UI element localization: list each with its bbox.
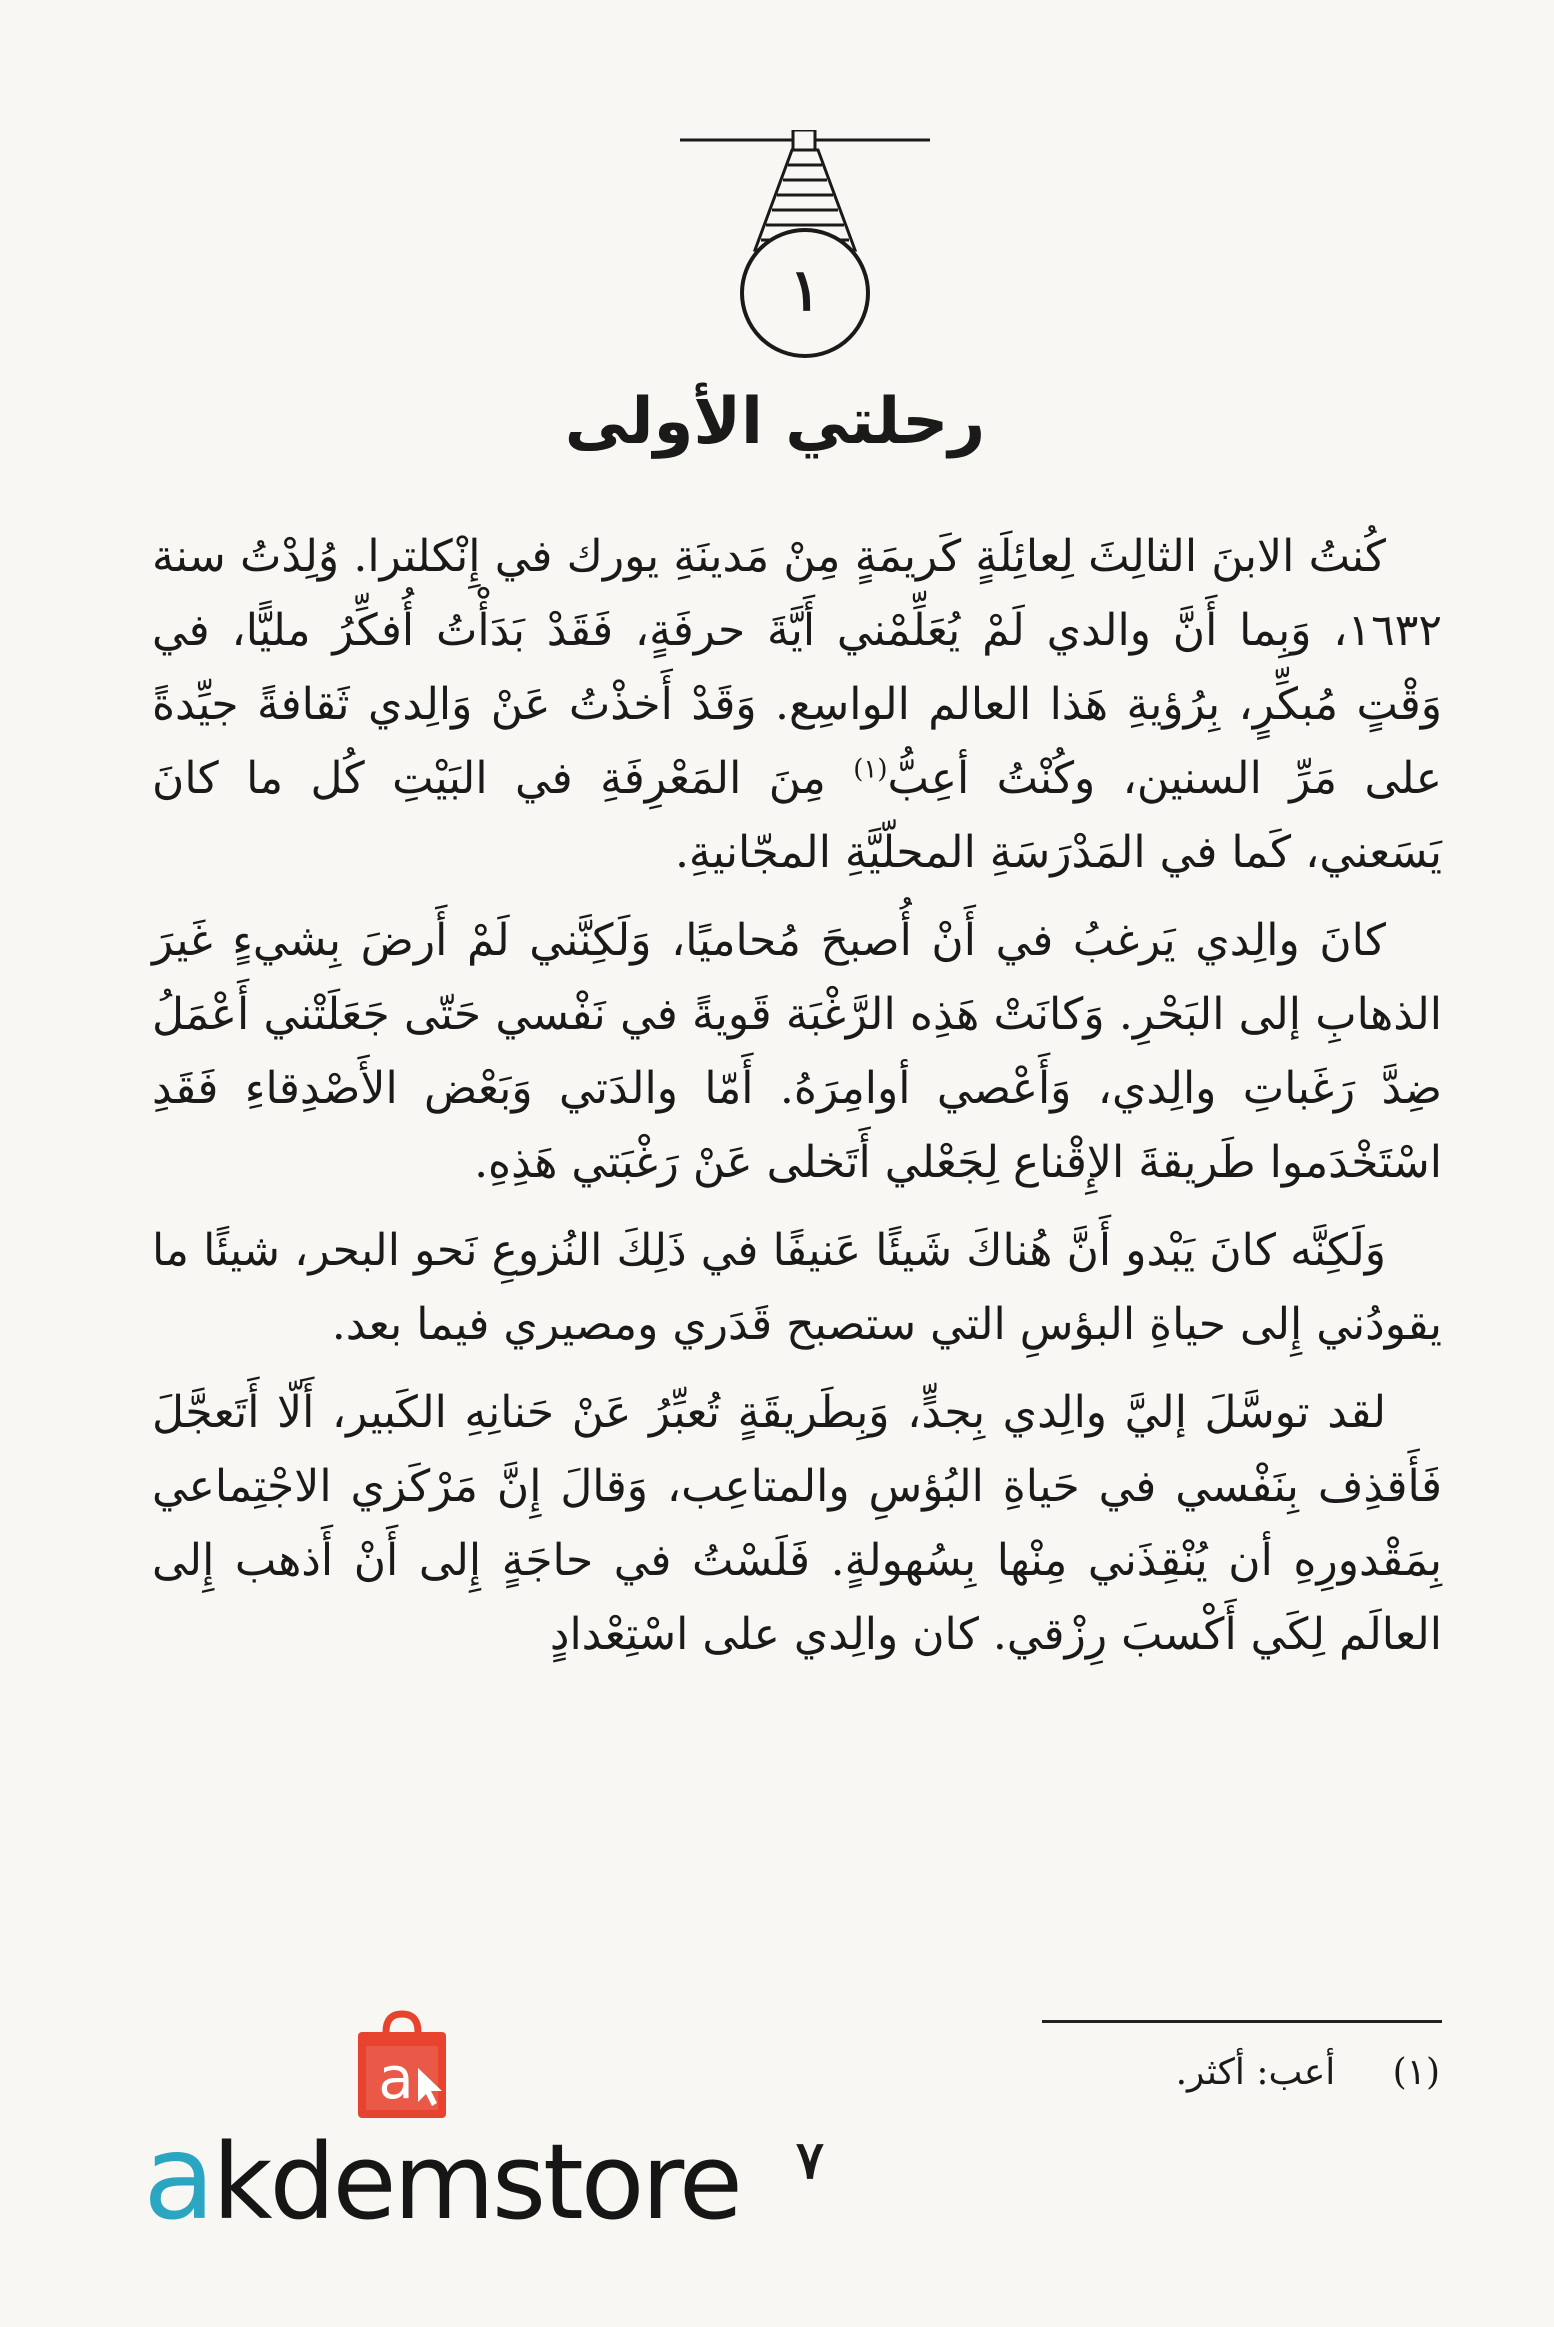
store-bag-icon (352, 2010, 452, 2122)
paragraph-4: لقد توسَّلَ إليَّ والِدي بِجدٍّ، وَبِطَريقَةٍ تُعبِّرُ عَنْ حَنانِهِ الكَبير، أَلّا أَتَعجَّلَ فَأَقذِف بِنَفْسي في حَياةِ البُؤسِ والمتاعِب، وَقالَ إِنَّ مَرْكَزي الاجْتِماعي بِمَقْدورِهِ أن يُنْقِذَني مِنْها بِسُهولةٍ. فَلَسْتُ في حاجَةٍ إِلى أَنْ أَذهب إِلى العالَم لِكَي أَكْسبَ رِزْقي. كان والِدي على اسْتِعْدادٍ (152, 1387, 1442, 1660)
paragraph-1-text: كُنتُ الابنَ الثالِثَ لِعائِلَةٍ كَريمَةٍ مِنْ مَدينَةِ يورك في إِنْكلترا. وُلِدْتُ سنة ١٦٣٢، وَبِما أَنَّ والدي لَمْ يُعَلِّمْني أَيَّةَ حرفَةٍ، فَقَدْ بَدَأْتُ أُفكِّرُ مليًّا، في وَقْتٍ مُبكِّرٍ، بِرُؤيةِ هَذا العالم الواسِع. وَقَدْ أَخذْتُ عَنْ وَالِدي ثَقافةً جيِّدةً على مَرِّ السنين، وكُنْتُ أعِبُّ (152, 531, 1442, 804)
chapter-number: ١ (789, 256, 821, 324)
footnote (900, 2045, 1440, 2101)
footnote-divider (1042, 2020, 1442, 2023)
store-watermark (143, 2108, 740, 2246)
paragraph-1 (152, 520, 1442, 890)
chapter-body (152, 520, 1442, 1686)
chapter-title: رحلتي الأولى (564, 385, 986, 459)
page-number: ٧ (796, 2130, 824, 2191)
footnote-marker: (١) (1392, 2052, 1440, 2093)
paragraph-2: كانَ والِدي يَرغبُ في أَنْ أُصبحَ مُحاميًا، وَلَكِنَّني لَمْ أَرضَ بِشيءٍ غَيرَ الذهابِ إلى البَحْرِ. وَكانَتْ هَذِه الرَّغْبَة قَويةً في نَفْسي حَتّى جَعَلَتْني أَعْمَلُ ضِدَّ رَغَباتِ والِدي، وَأَعْصي أوامِرَهُ. أَمّا والدَتي وَبَعْض الأَصْدِقاءِ فَقَدِ اسْتَخْدَموا طَريقةَ الإِقْناع لِجَعْلي أَتَخلى عَنْ رَغْبَتي هَذِهِ. (152, 915, 1442, 1188)
footnote-reference[interactable]: (١) (853, 754, 888, 785)
paragraph-1-continued: مِنَ المَعْرِفَةِ في البَيْتِ كُل ما كانَ يَسَعني، كَما في المَدْرَسَةِ المحلّيَّةِ المجّانيةِ. (152, 753, 1442, 878)
brand-name-rest: kdemstore (212, 2121, 740, 2243)
footnote-text: أعب: أكثر. (1175, 2052, 1336, 2093)
brand-first-letter: a (143, 2108, 213, 2246)
paragraph-3: وَلَكِنَّه كانَ يَبْدو أَنَّ هُناكَ شَيئًا عَنيفًا في ذَلِكَ النُزوعِ نَحو البحر، شيئًا ما يقودُني إِلى حياةِ البؤسِ التي ستصبح قَدَري ومصيري فيما بعد. (152, 1225, 1442, 1350)
store-bag-letter: a (378, 2044, 414, 2112)
